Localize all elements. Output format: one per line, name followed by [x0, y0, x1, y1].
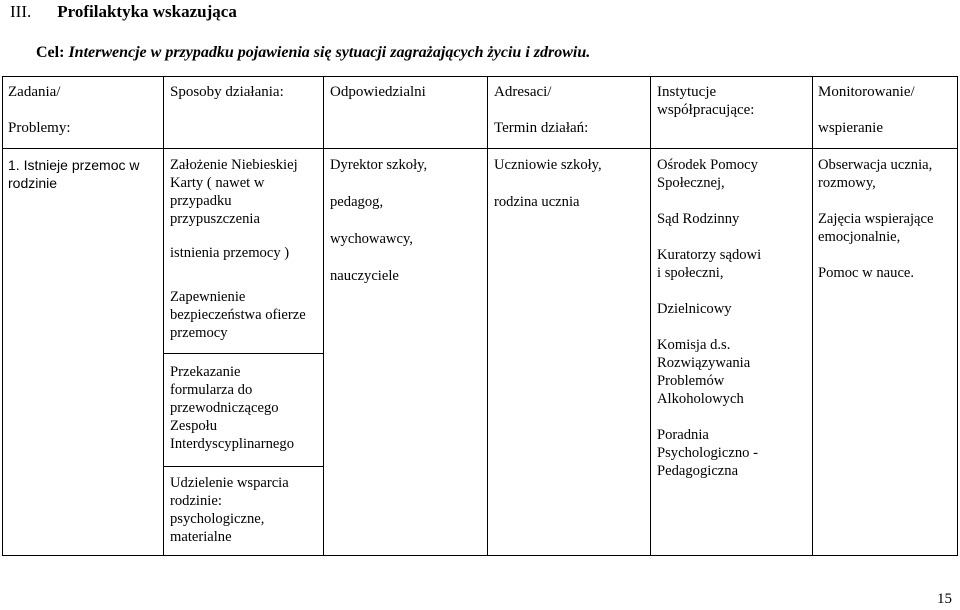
methods-divider — [163, 353, 323, 354]
section-number: III. — [10, 2, 32, 21]
header-institutions: Instytucje współpracujące: — [657, 84, 755, 118]
table-right-border — [957, 76, 958, 556]
header-bottom-border — [2, 148, 958, 149]
table-top-border — [2, 76, 958, 77]
column-border — [812, 76, 813, 556]
header-problems: Zadania/ Problemy: — [8, 84, 71, 136]
column-border — [163, 76, 164, 556]
methods-divider — [163, 466, 323, 467]
page-number: 15 — [937, 591, 952, 607]
goal-label: Cel: — [36, 44, 65, 61]
header-responsible: Odpowiedzialni — [330, 84, 426, 100]
header-monitoring: Monitorowanie/ wspieranie — [818, 84, 915, 136]
recipients-cell: Uczniowie szkoły, rodzina ucznia — [494, 157, 602, 210]
column-border — [487, 76, 488, 556]
header-methods: Sposoby działania: — [170, 84, 284, 100]
institutions-cell: Ośrodek Pomocy Społecznej, Sąd Rodzinny Kuratorzy sądowi i społeczni, Dzielnicowy Komisja d.s. Rozwiązywania Problemów Alkoholowych Poradnia Psychologiczno - Pedagogiczna — [657, 157, 762, 479]
method-blue-card: Założenie Niebieskiej Karty ( nawet w przypadku przypuszczenia istnienia przemocy ) — [170, 157, 298, 261]
table-left-border — [2, 76, 3, 556]
section-heading — [10, 2, 237, 22]
problem-cell: 1. Istnieje przemoc w rodzinie — [8, 157, 140, 191]
header-recipients: Adresaci/ Termin działań: — [494, 84, 589, 136]
goal-line — [36, 44, 590, 62]
goal-text: Interwencje w przypadku pojawienia się sytuacji zagrażających życiu i zdrowiu. — [68, 44, 591, 61]
method-form: Przekazanie formularza do przewodniczącego Zespołu Interdyscyplinarnego — [170, 364, 295, 452]
column-border — [323, 76, 324, 556]
responsible-cell: Dyrektor szkoły, pedagog, wychowawcy, nauczyciele — [330, 157, 428, 284]
table-bottom-border — [2, 555, 958, 556]
column-border — [650, 76, 651, 556]
monitoring-cell: Obserwacja ucznia, rozmowy, Zajęcia wspierające emocjonalnie, Pomoc w nauce. — [818, 157, 934, 281]
section-title: Profilaktyka wskazująca — [57, 2, 237, 21]
method-safety: Zapewnienie bezpieczeństwa ofierze przemocy — [170, 289, 306, 341]
method-support: Udzielenie wsparcia rodzinie: psychologiczne, materialne — [170, 475, 289, 545]
